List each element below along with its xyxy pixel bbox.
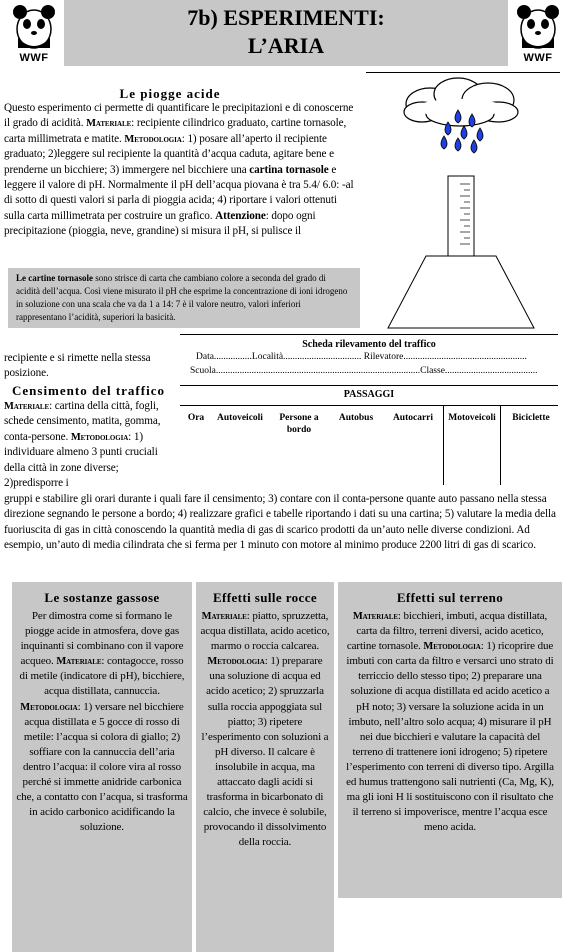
form-line-scuola: Scuola......................................................................................Classe....................................... xyxy=(190,366,538,376)
panel-effetti-terreno xyxy=(338,582,562,898)
section-title-rocce: Effetti sulle rocce xyxy=(212,590,318,605)
section-title-gassose: Le sostanze gassose xyxy=(44,590,160,605)
note-cartine-tornasole: Le cartine tornasole sono strisce di carta che cambiano colore a seconda del grado di acidità dell’acqua. Così viene misurato il pH che esprime la concentrazione di ioni idrogeno in soluzione con una scala che va da 1 a 14: 7 è il valore neutro, valori inferiori rappresentano l’acidità, superiori la basicità. xyxy=(8,268,360,328)
col-autocarri: Autocarri xyxy=(392,413,434,423)
page-title xyxy=(64,0,508,66)
traffic-survey-form xyxy=(180,334,558,386)
column-divider xyxy=(500,405,501,485)
col-motoveicoli: Motoveicoli xyxy=(448,413,496,423)
col-ora: Ora xyxy=(187,413,205,423)
piogge-text: Questo esperimento ci permette di quantificare le precipitazioni e di conoscerne il grado di acidità. Materiale: recipiente cilindrico graduato, cartine tornasole, carta millimetrata e matite. Metodologia: 1) posare all’aperto il recipiente graduato; 2)leggere sul recipiente la quantità d’acqua caduta, agitare bene e prenderne un bicchiere; 3) immergere nel bicchiere una cartina tornasole e leggere il valore di pH. Normalmente il pH dell’acqua piovana è tra 5.4/ 6.0: -al di sotto di questi valori si parla di pioggia acida; 4) riportare i valori ottenuti sulla carta millimetrata per costruire un grafico. Attenzione: dopo ogni precipitazione (pioggia, neve, grandine) si misura il pH, si pulisce il xyxy=(4,102,354,238)
form-title: Scheda rilevamento del traffico xyxy=(302,339,436,350)
section-title-terreno: Effetti sul terreno xyxy=(396,590,504,605)
wwf-label: WWF xyxy=(523,52,553,64)
rain-cloud-icon xyxy=(400,76,522,156)
title-line-1: 7b) ESPERIMENTI: xyxy=(187,5,385,30)
form-line-data: Data................Località................................. Rilevatore.................................................... xyxy=(196,352,527,362)
col-persone-a-bordo: Persone a bordo xyxy=(279,413,319,435)
censimento-text: Materiale: cartina della città, fogli, schede censimento, matita, gomma, conta-persone. Metodologia: 1) individuare almeno 3 punti cruciali della città in zone diverse; 2)predisporre i xyxy=(4,400,161,490)
rain-gauge-icon xyxy=(360,170,564,332)
wwf-logo-left xyxy=(8,2,60,64)
censimento-text-continued: gruppi e stabilire gli orari durante i quali fare il censimento; 3) contare con il conta-persone quante auto passano nella stessa direzione segnando le persone a bordo; 4) realizzare grafici e tabelle riportando i dati su una cartina; 5) valutare la media della fuoriuscita di gas in città conoscendo la quantità media di gas di scarico prodotti da un’auto nelle diverse condizioni. Ad esempio, un’auto di media cilindrata che si ferma per 1 minuto con motore al minimo produce 2200 litri di gas di scarico. xyxy=(4,493,556,552)
panel-effetti-rocce xyxy=(196,582,334,952)
wwf-label: WWF xyxy=(19,52,49,64)
panda-icon xyxy=(512,2,564,52)
title-line-2: L’ARIA xyxy=(247,33,325,58)
rocce-text: Materiale: piatto, spruzzetta, acqua distillata, acido acetico, marmo o roccia calcarea. Metodologia: 1) preparare una soluzione di acqua ed acido acetico; 2) spruzzarla sulla roccia appoggiata sul piatto; 3) ripetere l’esperimento con soluzioni a pH diverso. Il calcare è insolubile in acqua, ma attaccato dagli acidi si trasforma in bicarbonato di calcio, che invece è solubile, provocando il dissolvimento della roccia. xyxy=(200,610,330,849)
panda-icon xyxy=(8,2,60,52)
section-title-piogge: Le piogge acide xyxy=(119,86,221,101)
divider xyxy=(180,405,558,406)
divider xyxy=(366,72,560,73)
col-biciclette: Biciclette xyxy=(512,413,550,423)
piogge-text-continued: recipiente e si rimette nella stessa posizione. xyxy=(4,352,151,380)
passaggi-label: PASSAGGI xyxy=(343,389,395,400)
col-autoveicoli: Autoveicoli xyxy=(217,413,263,423)
wwf-logo-right xyxy=(512,2,564,64)
column-divider xyxy=(443,405,444,485)
panel-sostanze-gassose xyxy=(12,582,192,952)
col-autobus: Autobus xyxy=(338,413,374,423)
gassose-text: Per dimostra come si formano le piogge acide in atmosfera, dove gas inquinanti si combinano con il vapore acqueo. Materiale: contagocce, rosso di metile (indicatore di pH), bicchiere, acqua distillata, cannuccia. Metodologia: 1) versare nel bicchiere acqua distillata e 5 gocce di rosso di metile: l’acqua si colora di giallo; 2) soffiare con la cannuccia dell’aria dentro l’acqua: il colore vira al rosso perché si immette anidride carbonica che, a contatto con l’acqua, si trasforma in acido carbonico acidificando la soluzione. xyxy=(16,610,188,834)
terreno-text: Materiale: bicchieri, imbuti, acqua distillata, carta da filtro, terreni diversi, acido acetico, cartine tornasole. Metodologia: 1) ricoprire due imbuti con carta da filtro e versarci uno strato di terriccio dello stesso tipo; 2) preparare una soluzione di acqua distillata ed acido acetico a pH noto; 3) versare la soluzione acida in un imbuto, nell’altro solo acqua; 4) misurare il pH nei due bicchieri e valutare la capacità del terreno di trattenere ioni idrogeno; 5) ripetere l’esperimento con terreni di diverso tipo. Argilla ed humus trattengono sali nutrienti (Ca, Mg, K), ma gli ioni H li sostituiscono con il risultato che il terreno si impoverisce, mentre l’acqua esce meno acida. xyxy=(346,610,554,834)
section-title-censimento: Censimento del traffico xyxy=(12,383,165,398)
